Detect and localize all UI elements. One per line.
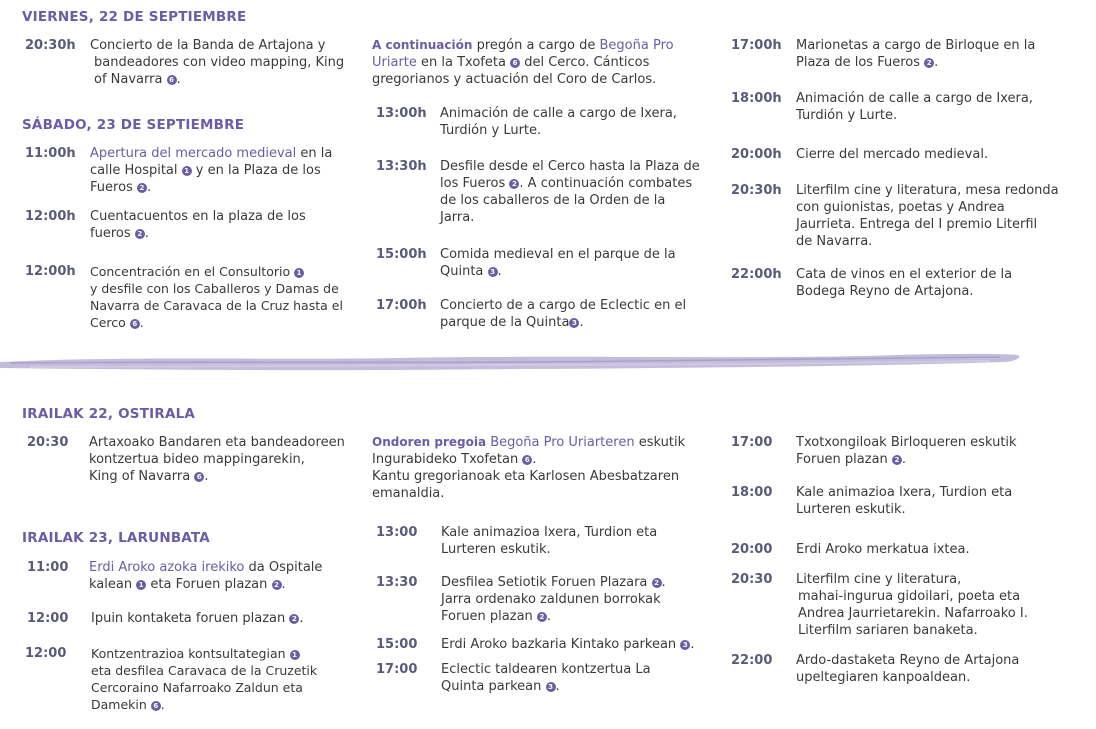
event-time: 18:00h <box>731 91 782 106</box>
event-line: Desfile desde el Cerco hasta la Plaza de <box>440 159 700 174</box>
location-number-icon: 3 <box>569 318 579 328</box>
event-line: of Navarra <box>94 72 163 87</box>
event-line: Cata de vinos en el exterior de la <box>796 267 1013 282</box>
event-line: con guionistas, poetas y Andrea <box>796 200 1005 215</box>
event-line: Kontzentrazioa kontsultategian <box>91 646 286 661</box>
day-header-larunbata: IRAILAK 23, LARUNBATA <box>22 530 210 546</box>
location-number-icon: 2 <box>924 58 934 68</box>
event-line: Navarra de Caravaca de la Cruz hasta el <box>90 298 343 313</box>
event-line: kalean <box>89 577 133 592</box>
event-line: kontzertua bideo mappingarekin, <box>89 452 305 467</box>
event-line: Cierre del mercado medieval. <box>796 147 989 162</box>
event-line: Kantu gregorianoak eta Karlosen Abesbatzaren <box>372 469 680 484</box>
event-line: calle Hospital <box>90 163 178 178</box>
event-line: Artaxoako Bandaren eta bandeadoreen <box>89 435 345 450</box>
event-line: Desfilea Setiotik Foruen Plazara <box>441 575 648 590</box>
event-line: Damekin <box>91 697 147 712</box>
event-line: Cuentacuentos en la plaza de los <box>90 209 306 224</box>
location-number-icon: 2 <box>537 612 547 622</box>
event-line: Ardo-dastaketa Reyno de Artajona <box>796 653 1020 668</box>
event-time: 13:00 <box>376 525 418 540</box>
event-time: 22:00 <box>731 653 773 668</box>
event-line: Concentración en el Consultorio <box>90 264 291 279</box>
location-number-icon: 2 <box>892 455 902 465</box>
event-highlight: Apertura del mercado medieval <box>90 146 297 161</box>
event-line: emanaldia. <box>372 486 445 501</box>
event-time: 17:00h <box>376 298 427 313</box>
event-time: 11:00 <box>27 560 69 575</box>
event-line: de los caballeros de la Orden de la <box>440 193 666 208</box>
event-line: fueros <box>90 226 131 241</box>
event-time: 20:00h <box>731 147 782 162</box>
location-number-icon: 1 <box>182 166 192 176</box>
event-line: del Cerco. Cánticos <box>524 55 650 70</box>
event-line: gregorianos y actuación del Coro de Carlos. <box>372 72 657 87</box>
location-number-icon: 2 <box>509 179 519 189</box>
event-time: 12:00h <box>25 209 76 224</box>
location-number-icon: 2 <box>137 183 147 193</box>
event-time: 13:30h <box>376 159 427 174</box>
event-line: Lurteren eskutik. <box>796 502 906 517</box>
event-time: 17:00 <box>376 662 418 677</box>
location-number-icon: 1 <box>294 268 304 278</box>
event-line: Animación de calle a cargo de Ixera, <box>440 106 677 121</box>
event-line: Foruen plazan <box>796 452 888 467</box>
event-line: Andrea Jaurrietarekin. Nafarroako I. <box>798 606 1028 621</box>
event-time: 18:00 <box>731 485 773 500</box>
event-time: 17:00h <box>731 38 782 53</box>
location-number-icon: 6 <box>167 75 177 85</box>
event-line: los Fueros <box>440 176 506 191</box>
event-line: A continuación combates <box>527 176 693 191</box>
event-time: 20:30 <box>731 572 773 587</box>
event-time: 15:00h <box>376 247 427 262</box>
event-line: Eclectic taldearen kontzertua La <box>441 662 651 677</box>
event-highlight: A continuación <box>372 38 473 52</box>
event-line: Kale animazioa Ixera, Turdion eta <box>441 525 658 540</box>
event-line: da Ospitale <box>248 560 323 575</box>
location-number-icon: 2 <box>652 578 662 588</box>
event-line: bandeadores con video mapping, King <box>94 55 345 70</box>
location-number-icon: 6 <box>130 319 140 329</box>
event-highlight: Begoña Pro Uriarteren <box>490 435 635 450</box>
event-line: Literfilm sariaren banaketa. <box>798 623 978 638</box>
event-eu-pregoia: Ondoren pregoia Begoña Pro Uriarteren eskutik Ingurabideko Txofetan 6 . Kantu gregorianoak eta Karlosen Abesbatzaren emanaldia. <box>372 434 702 502</box>
event-line: eta desfilea Caravaca de la Cruzetik <box>91 663 318 678</box>
event-line: Concierto de a cargo de Eclectic en el <box>440 298 687 313</box>
event-time: 20:30 <box>27 435 69 450</box>
event-line: Turdión y Lurte. <box>440 123 542 138</box>
location-number-icon: 6 <box>522 455 532 465</box>
location-number-icon: 2 <box>289 614 299 624</box>
event-line: Quinta parkean <box>441 679 542 694</box>
day-header-viernes: VIERNES, 22 DE SEPTIEMBRE <box>22 9 247 25</box>
event-line: parque de la Quinta <box>440 315 570 330</box>
event-time: 12:00 <box>27 611 69 626</box>
event-line: Cerco <box>90 315 126 330</box>
location-number-icon: 6 <box>194 472 204 482</box>
event-time: 20:00 <box>731 542 773 557</box>
event-line: de Navarra. <box>796 234 873 249</box>
event-line: pregón a cargo de <box>476 38 596 53</box>
event-line: Quinta <box>440 264 484 279</box>
event-line: Kale animazioa Ixera, Turdion eta <box>796 485 1013 500</box>
location-number-icon: 3 <box>488 267 498 277</box>
event-line: Literfilm cine y literatura, mesa redonda <box>796 183 1059 198</box>
location-number-icon: 1 <box>136 580 146 590</box>
location-number-icon: 2 <box>135 229 145 239</box>
event-time: 22:00h <box>731 267 782 282</box>
event-line: Erdi Aroko merkatua ixtea. <box>796 542 970 557</box>
event-line: Plaza de los Fueros <box>796 55 920 70</box>
location-number-icon: 3 <box>680 640 690 650</box>
event-time: 17:00 <box>731 435 773 450</box>
event-line: Literfilm cine y literatura, <box>796 572 962 587</box>
event-time: 20:30h <box>25 38 76 53</box>
event-line: upeltegiaren kanpoaldean. <box>796 670 971 685</box>
event-time: 12:00h <box>25 264 76 279</box>
event-line: Foruen plazan <box>441 609 533 624</box>
event-line: Ingurabideko Txofetan <box>372 452 519 467</box>
event-line: Erdi Aroko bazkaria Kintako parkean <box>441 637 677 652</box>
event-line: Cercoraino Nafarroako Zaldun eta <box>91 680 303 695</box>
event-line: Lurteren eskutik. <box>441 542 551 557</box>
location-number-icon: 3 <box>546 682 556 692</box>
event-time: 12:00 <box>25 646 67 661</box>
event-line: Concierto de la Banda de Artajona y <box>90 38 326 53</box>
event-es-pregon <box>372 37 692 88</box>
brush-stroke-divider <box>0 348 1030 378</box>
event-highlight: Uriarte <box>372 55 417 70</box>
event-line: mahai-ingurua gidoilari, poeta eta <box>798 589 1021 604</box>
location-number-icon: 2 <box>272 580 282 590</box>
event-highlight: Begoña Pro <box>599 38 674 53</box>
event-time: 13:30 <box>376 575 418 590</box>
location-number-icon: 1 <box>290 650 300 660</box>
event-time: 11:00h <box>25 146 76 161</box>
event-line: Comida medieval en el parque de la <box>440 247 676 262</box>
event-line: Txotxongiloak Birloqueren eskutik <box>796 435 1017 450</box>
event-highlight: Ondoren pregoia <box>372 435 487 449</box>
event-time: 15:00 <box>376 637 418 652</box>
event-line: Fueros <box>90 180 133 195</box>
event-line: Jarra. <box>440 210 475 225</box>
event-line: King of Navarra <box>89 469 191 484</box>
event-highlight: Erdi Aroko azoka irekiko <box>89 560 245 575</box>
location-number-icon: 6 <box>151 701 161 711</box>
event-time: 20:30h <box>731 183 782 198</box>
event-line: y desfile con los Caballeros y Damas de <box>90 281 339 296</box>
event-line: Jarra ordenako zaldunen borrokak <box>441 592 661 607</box>
event-line: Jaurrieta. Entrega del I premio Literfil <box>796 217 1038 232</box>
event-time: 13:00h <box>376 106 427 121</box>
event-line: Ipuin kontaketa foruen plazan <box>91 611 286 626</box>
event-line: en la <box>300 146 333 161</box>
location-number-icon: 6 <box>510 58 520 68</box>
day-header-sabado: SÁBADO, 23 DE SEPTIEMBRE <box>22 117 245 133</box>
event-line: eskutik <box>638 435 686 450</box>
event-line: Bodega Reyno de Artajona. <box>796 284 974 299</box>
event-line: Turdión y Lurte. <box>796 108 898 123</box>
event-line: en la Txofeta <box>421 55 506 70</box>
day-header-ostirala: IRAILAK 22, OSTIRALA <box>22 406 196 422</box>
event-line: y en la Plaza de los <box>195 163 321 178</box>
event-line: Animación de calle a cargo de Ixera, <box>796 91 1033 106</box>
event-line: Marionetas a cargo de Birloque en la <box>796 38 1036 53</box>
event-line: eta Foruen plazan <box>150 577 268 592</box>
